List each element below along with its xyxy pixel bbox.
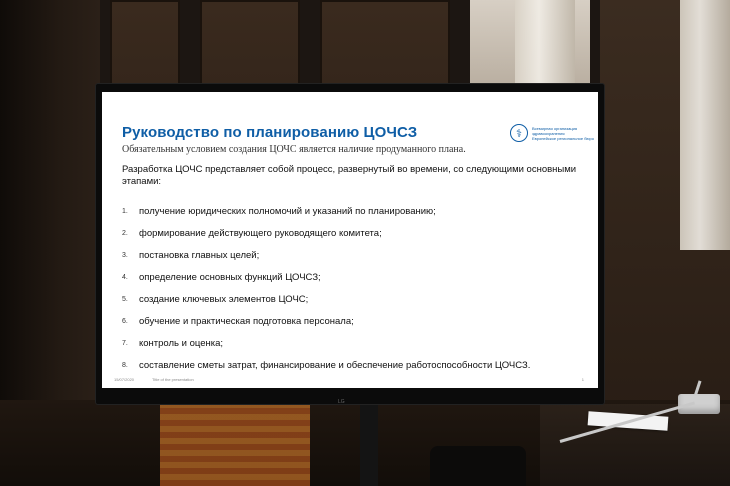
steps-list [122,200,592,376]
list-item: 3. постановка главных целей; [122,249,260,261]
monitor [96,84,604,404]
logo-text: Всемирная организация здравоохранения Европейское региональное бюро [532,125,594,141]
who-emblem-icon: ⚕ [510,124,528,142]
list-item: 1. получение юридических полномочий и указаний по планированию; [122,205,436,217]
who-logo [510,120,594,146]
list-item: 6. обучение и практическая подготовка персонала; [122,315,354,327]
list-item: 5. создание ключевых элементов ЦОЧС; [122,293,309,305]
slide-intro: Разработка ЦОЧС представляет собой процесс, развернутый во времени, со следующими основными этапами: [122,164,577,187]
presentation-slide [102,92,598,388]
page-number: 1 [581,377,584,382]
list-item: 4. определение основных функций ЦОЧСЗ; [122,271,321,283]
footer-title: Title of the presentation [152,377,194,382]
monitor-stand [360,404,378,486]
curtain [680,0,730,250]
list-item: 8. составление сметы затрат, финансирование и обеспечение работоспособности ЦОЧСЗ. [122,359,531,371]
slide-subtitle: Обязательным условием создания ЦОЧС является наличие продуманного плана. [122,144,466,155]
monitor-brand: LG [338,399,345,405]
footer-date: 15/07/2020 [114,377,135,382]
list-item: 2. формирование действующего руководящего комитета; [122,227,382,239]
list-item: 7. контроль и оценка; [122,337,224,349]
bench [160,402,310,486]
chair [430,446,526,486]
slide-footer [114,377,584,382]
slide-title: Руководство по планированию ЦОЧСЗ [122,124,418,141]
